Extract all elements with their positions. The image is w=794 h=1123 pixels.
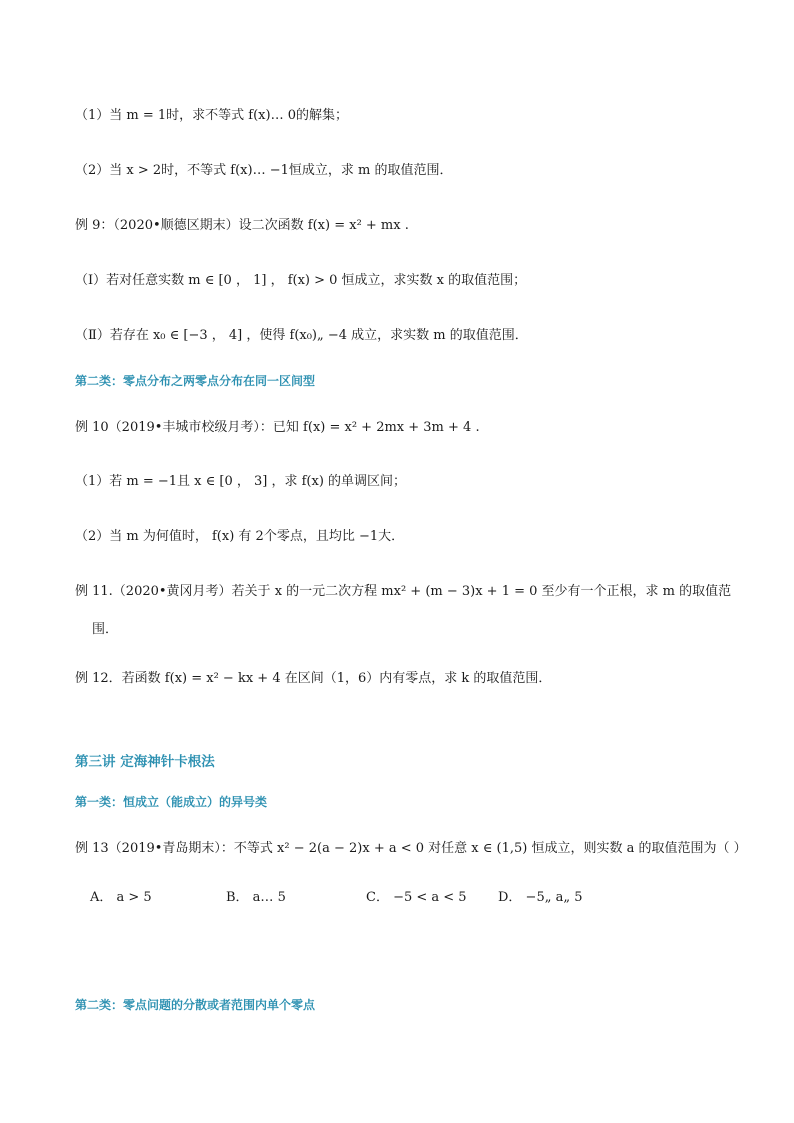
section-heading-type-2b: 第二类：零点问题的分散或者范围内单个零点 <box>75 998 316 1012</box>
section-heading-type-2: 第二类：零点分布之两零点分布在同一区间型 <box>75 374 316 388</box>
example-9-part-1: （Ⅰ）若对任意实数 m ∈ [0 ， 1] ， f(x) > 0 恒成立，求实数 x 的取值范围； <box>75 273 527 288</box>
example-13-choices <box>90 886 630 908</box>
example-10-part-2: （2）当 m 为何值时， f(x) 有 2个零点，且均比 −1大． <box>75 529 405 544</box>
example-9-title: 例 9：（2020•顺德区期末）设二次函数 f(x) = x² + mx . <box>75 218 409 233</box>
example-9-part-2: （Ⅱ）若存在 x₀ ∈ [−3 ， 4] ，使得 f(x₀)„ −4 成立，求实数 m 的取值范围． <box>75 328 528 343</box>
choice-a: A． a > 5 <box>90 890 152 905</box>
example-10-title: 例 10（2019•丰城市校级月考）：已知 f(x) = x² + 2mx + 3m + 4 . <box>75 420 480 435</box>
choice-d: D． −5„ a„ 5 <box>498 890 583 905</box>
example-13-title: 例 13（2019•青岛期末）：不等式 x² − 2(a − 2)x + a < 0 对任意 x ∈ (1,5) 恒成立，则实数 a 的取值范围为（ ） <box>75 841 747 856</box>
example-12-title: 例 12．若函数 f(x) = x² − kx + 4 在区间（1，6）内有零点，求 k 的取值范围． <box>75 671 552 686</box>
choice-c: C． −5 < a < 5 <box>366 890 467 905</box>
example-10-part-1: （1）若 m = −1且 x ∈ [0 ， 3] ，求 f(x) 的单调区间； <box>75 474 407 489</box>
question-part-1: （1）当 m = 1时，求不等式 f(x)… 0的解集； <box>75 108 348 123</box>
example-11-continuation: 围． <box>92 622 119 637</box>
section-heading-type-1: 第一类：恒成立（能成立）的异号类 <box>75 795 268 809</box>
choice-b: B． a… 5 <box>226 890 286 905</box>
question-part-2: （2）当 x > 2时，不等式 f(x)… −1恒成立，求 m 的取值范围． <box>75 163 453 178</box>
example-11-title: 例 11.（2020•黄冈月考）若关于 x 的一元二次方程 mx² + (m − 3)x + 1 = 0 至少有一个正根，求 m 的取值范 <box>75 584 732 599</box>
lecture-3-heading: 第三讲 定海神针卡根法 <box>75 754 215 770</box>
